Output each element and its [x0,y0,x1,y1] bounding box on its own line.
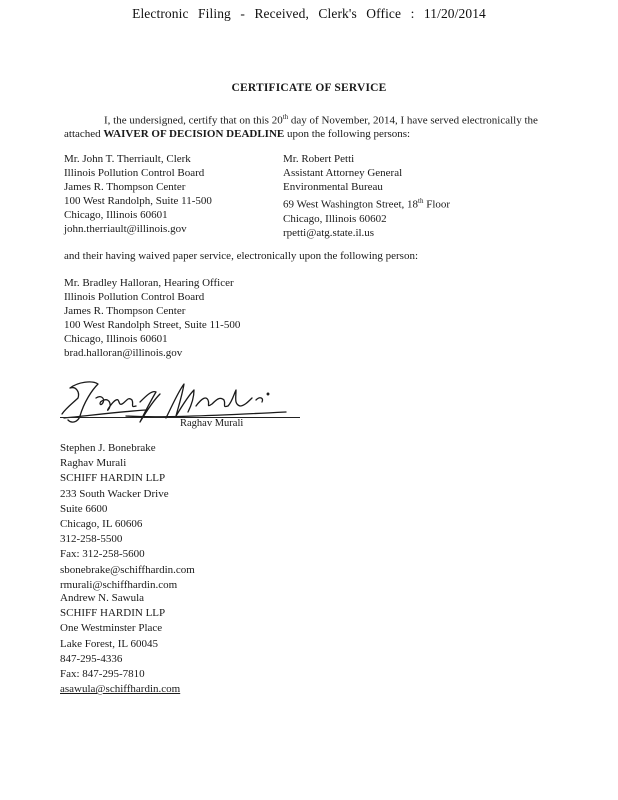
street-line [283,194,450,212]
intro-part1: I, the undersigned, certify that on this 20 [104,114,283,127]
certification-paragraph [64,111,554,141]
contact-line: One Westminster Place [60,622,163,635]
contact-line: Stephen J. Bonebrake [60,442,156,454]
email-line: john.therriault@illinois.gov [64,223,187,235]
second-attorney-contact-block [60,591,180,697]
contact-line: SCHIFF HARDIN LLP [60,472,166,485]
contact-line: SCHIFF HARDIN LLP [60,607,166,620]
address-line: 100 West Randolph, Suite 11-500 [64,195,212,207]
filing-header: Electronic Filing - Received, Clerk's Office : 11/20/2014 [132,6,486,21]
document-name: WAIVER OF DECISION DEADLINE [103,127,285,140]
document-title: CERTIFICATE OF SERVICE [231,82,387,94]
contact-line: 233 South Wacker Drive [60,487,169,500]
paper-service-paragraph: and their having waived paper service, electronically upon the following person: [64,250,419,262]
address-line: James R. Thompson Center [64,305,186,317]
address-line: Mr. John T. Therriault, Clerk [64,153,191,165]
contact-line: Chicago, IL 60606 [60,518,143,531]
recipient-clerk-address [64,152,212,236]
email-link[interactable]: asawula@schiffhardin.com [60,683,181,696]
address-line: Chicago, Illinois 60601 [64,333,168,345]
phone-line: 847-295-4336 [60,652,123,665]
intro-part2: day of November, 2014, I have served electronically the attached [64,114,538,140]
address-line: James R. Thompson Center [64,181,186,193]
intro-sup: th [282,113,289,121]
contact-line: Andrew N. Sawula [60,592,145,604]
phone-line: 312-258-5500 [60,533,123,546]
address-line: Chicago, Illinois 60602 [283,212,387,225]
recipient-attorney-address [283,152,450,240]
email-line: brad.halloran@illinois.gov [64,347,183,359]
street-sup: th [418,197,424,205]
address-line: Mr. Robert Petti [283,153,355,165]
address-line: 100 West Randolph Street, Suite 11-500 [64,319,241,331]
street-part2: Floor [423,198,451,211]
email-line: rpetti@atg.state.il.us [283,226,375,239]
address-line: Assistant Attorney General [283,167,403,179]
attorney-contact-block [60,441,195,593]
address-line: Environmental Bureau [283,181,383,193]
street-part1: 69 West Washington Street, 18 [283,198,419,211]
address-line: Illinois Pollution Control Board [64,167,205,179]
address-line: Mr. Bradley Halloran, Hearing Officer [64,277,234,289]
address-line: Illinois Pollution Control Board [64,291,205,303]
email-line: sbonebrake@schiffhardin.com [60,563,195,576]
contact-line: Suite 6600 [60,502,108,515]
email-line: rmurali@schiffhardin.com [60,578,178,591]
intro-part3: upon the following persons: [284,127,411,140]
recipient-hearing-officer-address [64,276,240,360]
contact-line: Lake Forest, IL 60045 [60,637,158,650]
signer-typed-name: Raghav Murali [180,418,244,429]
fax-line: Fax: 312-258-5600 [60,548,145,561]
contact-line: Raghav Murali [60,457,127,470]
fax-line: Fax: 847-295-7810 [60,668,145,681]
address-line: Chicago, Illinois 60601 [64,209,168,221]
